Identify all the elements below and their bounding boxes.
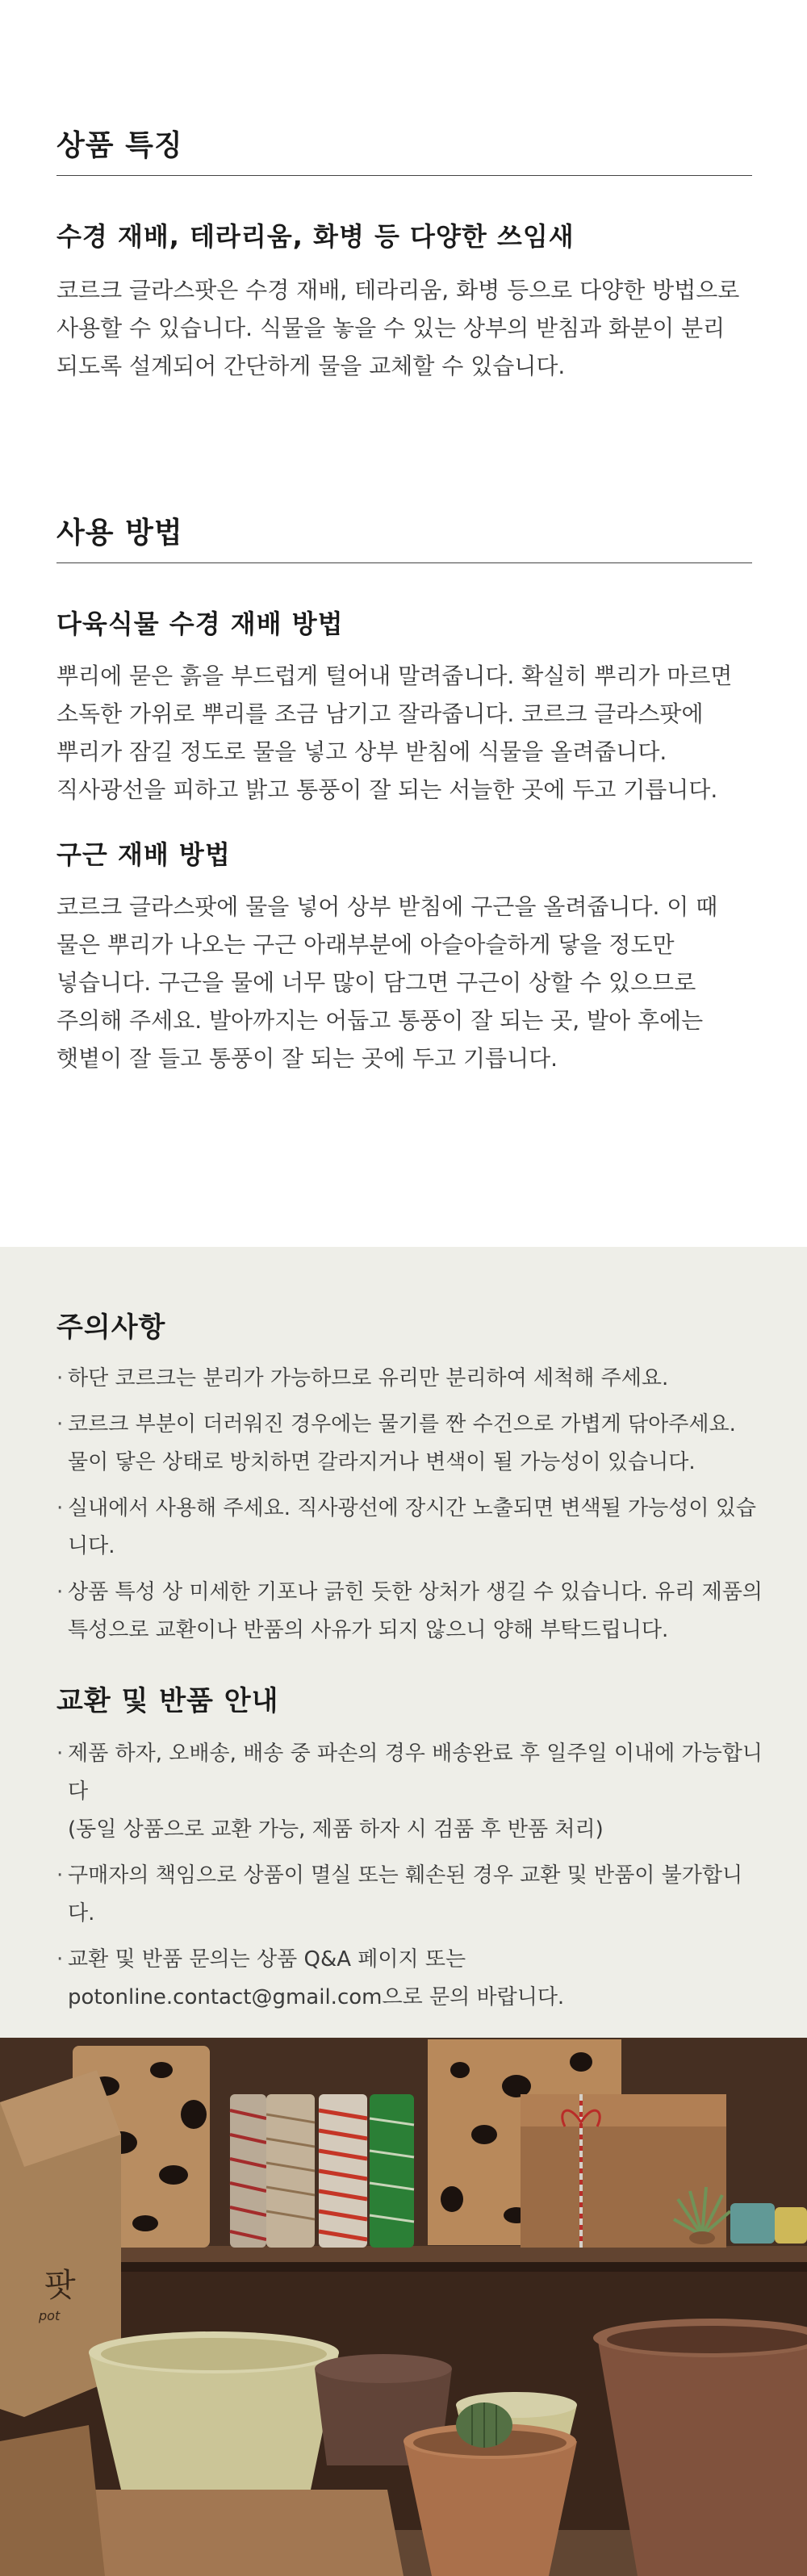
features-section: [56, 123, 752, 385]
bulb-method: [56, 834, 752, 1077]
returns-list: [56, 1735, 767, 2025]
caution-list: [56, 1360, 767, 1658]
caution-item: · 상품 특성 상 미세한 기포나 긁힌 듯한 상처가 생길 수 있습니다. 유리 제품의 특성으로 교환이나 반품의 사유가 되지 않으니 양해 부탁드립니다.: [56, 1574, 767, 1650]
caution-item: · 실내에서 사용해 주세요. 직사광선에 장시간 노출되면 변색될 가능성이 있습니다.: [56, 1490, 767, 1566]
returns-item: · 교환 및 반품 문의는 상품 Q&A 페이지 또는 potonline.contact@gmail.com으로 문의 바랍니다.: [56, 1941, 767, 2017]
usage-title: 사용 방법: [56, 510, 752, 563]
box-logo-text: 팟: [44, 2267, 76, 2304]
product-photo: [0, 2038, 807, 2576]
caution-title: 주의사항: [56, 1311, 166, 1344]
notice-box: [0, 1247, 807, 2038]
bulb-body: 코르크 글라스팟에 물을 넣어 상부 받침에 구근을 올려줍니다. 이 때 물은 뿌리가 나오는 구근 아래부분에 아슬아슬하게 닿을 정도만 넣습니다. 구근을 물에 너무 많이 담그면 구근이 상할 수 있으므로 주의해 주세요. 발아까지는 어둡고 통풍이 잘 되는 곳, 발아 후에는 햇볕이 잘 들고 통풍이 잘 되는 곳에 두고 기릅니다.: [56, 893, 718, 1072]
features-body: 코르크 글라스팟은 수경 재배, 테라리움, 화병 등으로 다양한 방법으로 사용할 수 있습니다. 식물을 놓을 수 있는 상부의 받침과 화분이 분리 되도록 설계되어 간단하게 물을 교체할 수 있습니다.: [56, 277, 740, 379]
box-logo-sub: pot: [39, 2308, 61, 2323]
succulent-title: 다육식물 수경 재배 방법: [56, 608, 344, 639]
features-subtitle: 수경 재배, 테라리움, 화병 등 다양한 쓰임새: [56, 221, 575, 252]
features-title: 상품 특징: [56, 123, 752, 176]
succulent-method: [56, 604, 752, 809]
succulent-body: 뿌리에 묻은 흙을 부드럽게 털어내 말려줍니다. 확실히 뿌리가 마르면 소독한 가위로 뿌리를 조금 남기고 잘라줍니다. 코르크 글라스팟에 뿌리가 잠길 정도로 물을 넣고 상부 받침에 식물을 올려줍니다. 직사광선을 피하고 밝고 통풍이 잘 되는 서늘한 곳에 두고 기릅니다.: [56, 663, 733, 803]
usage-section: [56, 510, 752, 1077]
caution-item: · 코르크 부분이 더러워진 경우에는 물기를 짠 수건으로 가볍게 닦아주세요. 물이 닿은 상태로 방치하면 갈라지거나 변색이 될 가능성이 있습니다.: [56, 1406, 767, 1482]
bulb-title: 구근 재배 방법: [56, 839, 231, 870]
caution-item: · 하단 코르크는 분리가 가능하므로 유리만 분리하여 세척해 주세요.: [56, 1360, 767, 1398]
returns-item: · 제품 하자, 오배송, 배송 중 파손의 경우 배송완료 후 일주일 이내에 가능합니다 (동일 상품으로 교환 가능, 제품 하자 시 검품 후 반품 처리): [56, 1735, 767, 1849]
returns-title: 교환 및 반품 안내: [56, 1685, 279, 1717]
shelf-scene-image: [0, 2038, 807, 2576]
returns-item: · 구매자의 책임으로 상품이 멸실 또는 훼손된 경우 교환 및 반품이 불가합니다.: [56, 1857, 767, 1933]
